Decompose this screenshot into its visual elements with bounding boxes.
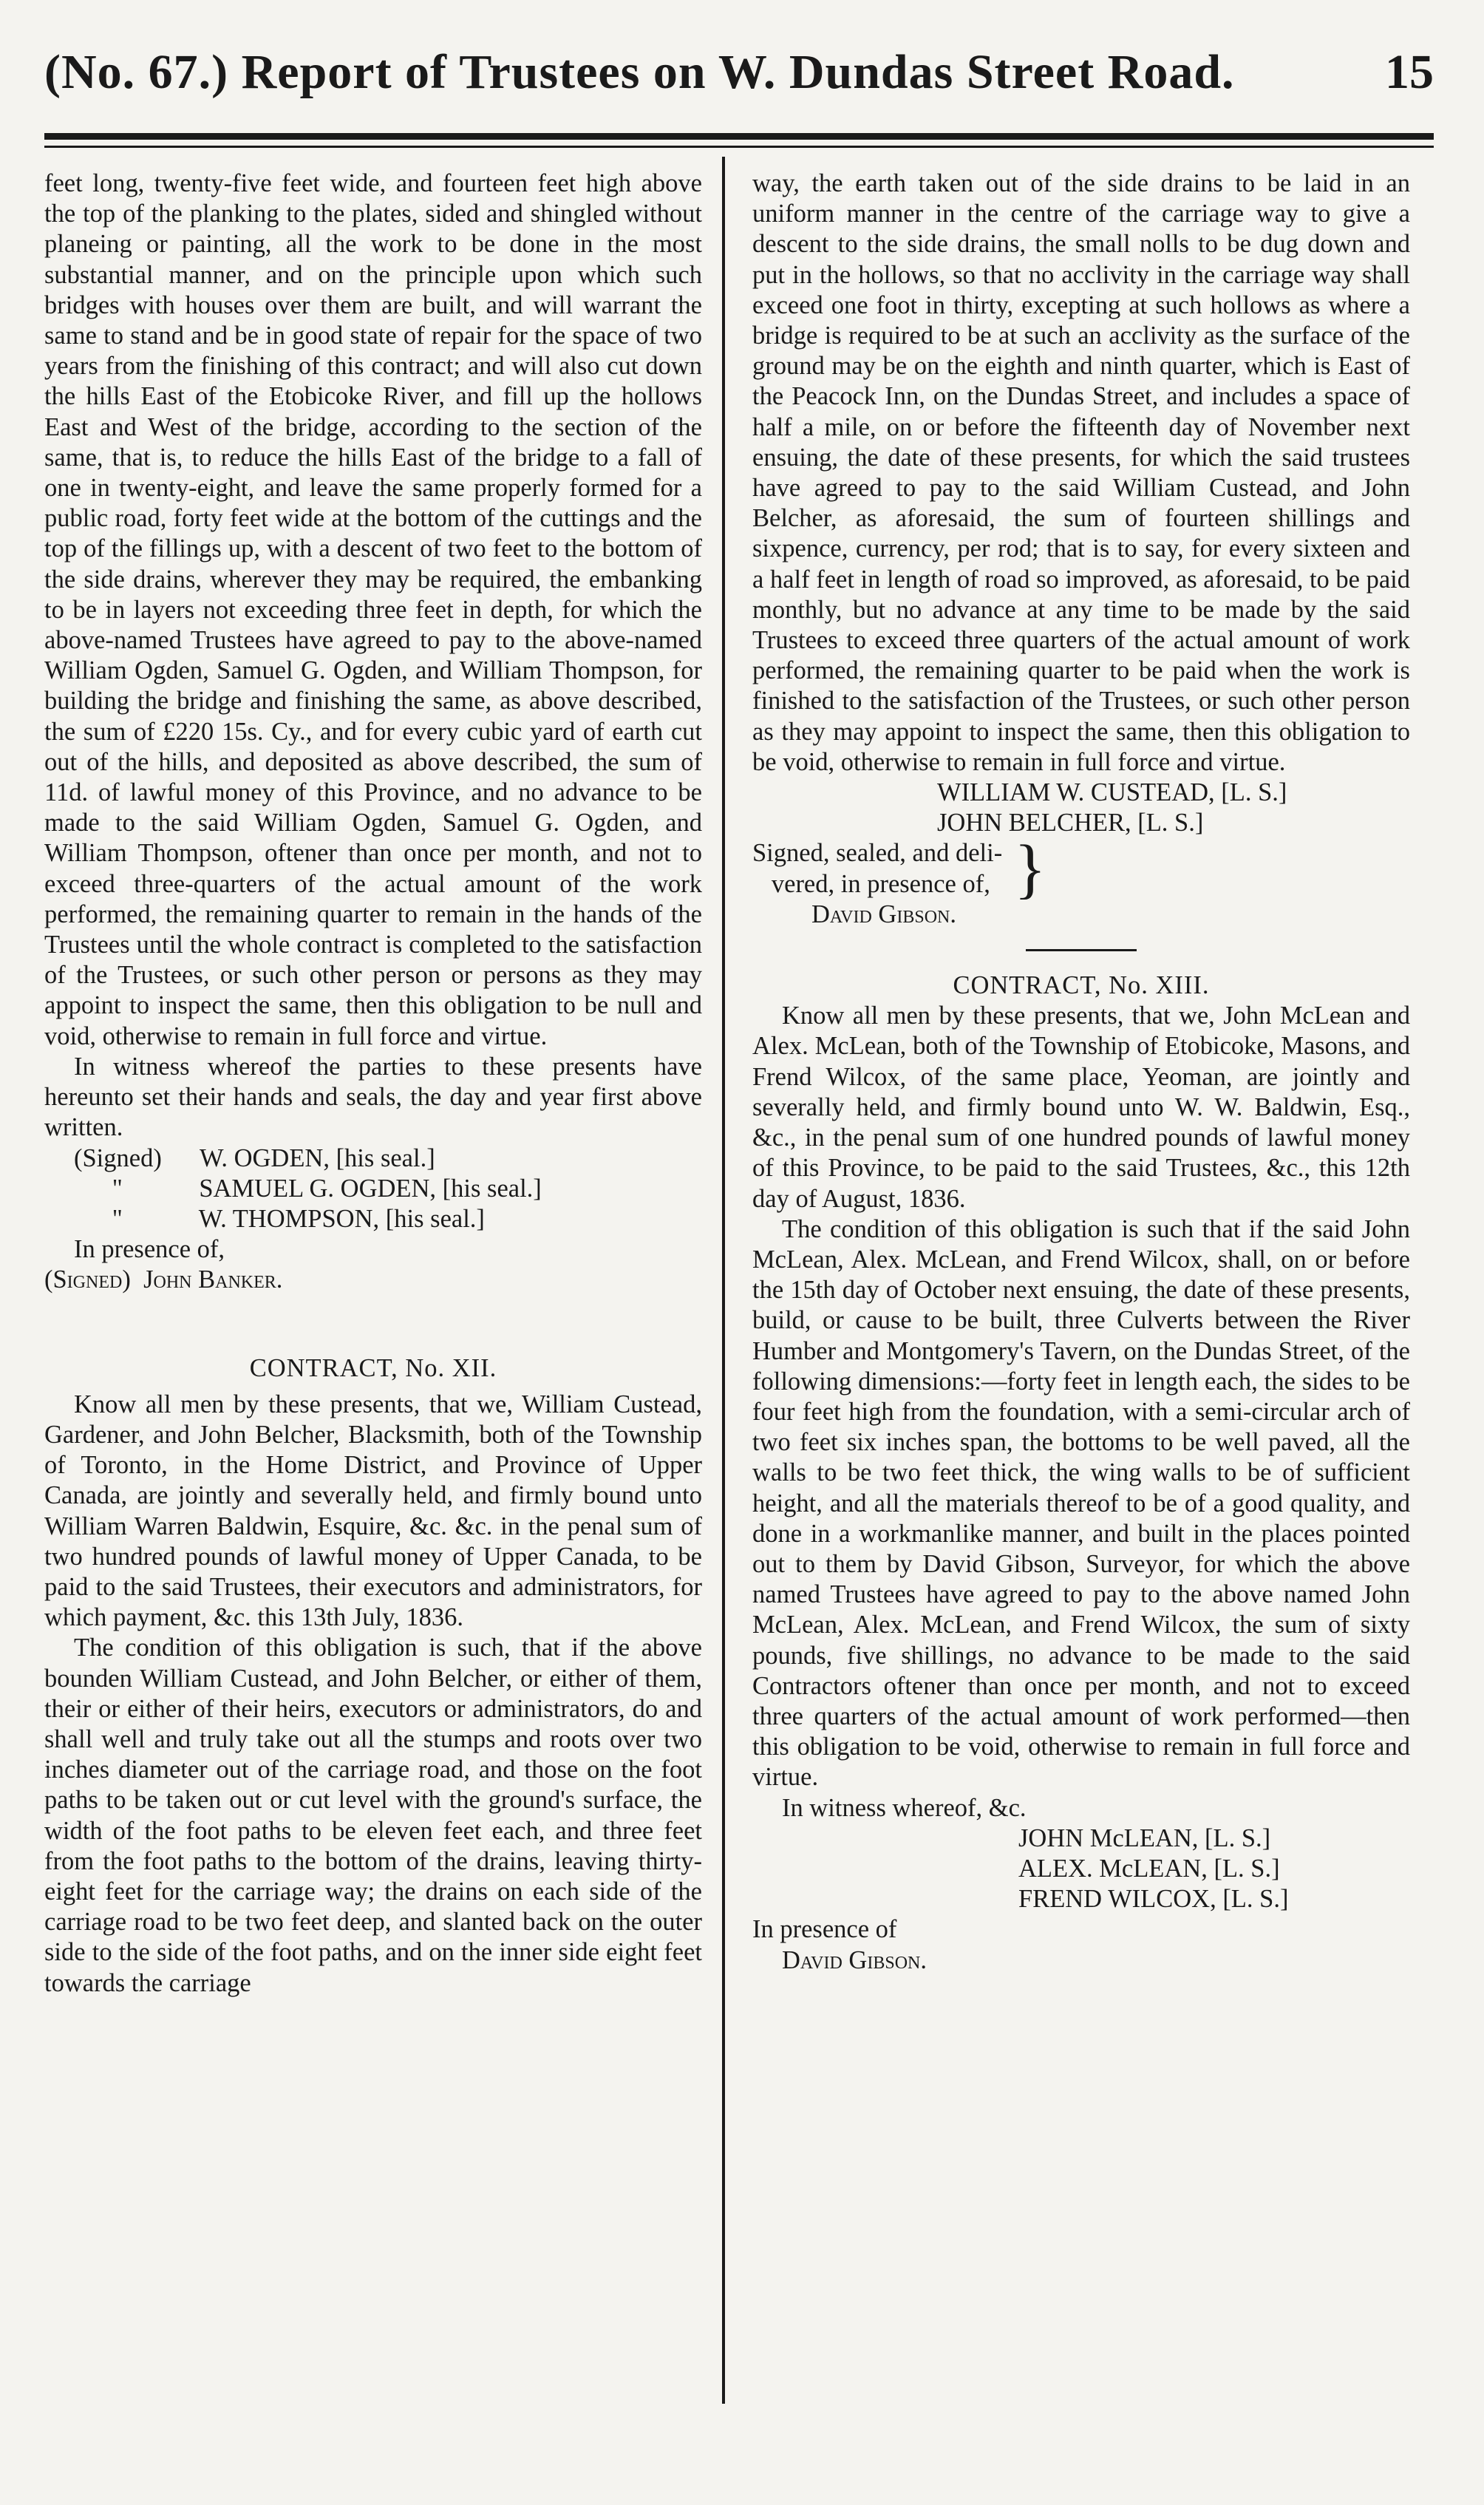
right-column [752,169,1410,1976]
page-number: 15 [1385,45,1434,99]
page-title: (No. 67.) Report of Trustees on W. Dundas Street Road. [44,45,1235,99]
right-in-presence-of: In presence of [752,1915,897,1944]
page-header [44,44,1434,133]
contract-xiii-paragraph-1: Know all men by these presents, that we, John McLean and Alex. McLean, both of the Township of Etobicoke, Masons, and Frend Wilcox, of the same place, Yeoman, are jointly and severally held, and firmly bound unto W. W. Baldwin, Esq., &c., in the penal sum of one hundred pounds of lawful money of this Province, to be paid to the said Trustees, &c., this 12th day of August, 1836. [752,1002,1410,1213]
left-in-presence-of: In presence of, [74,1235,225,1264]
custead-signature: WILLIAM W. CUSTEAD, [L. S.] [937,778,1287,807]
left-spacer [44,1296,702,1353]
right-witness-line: In witness whereof, &c. [782,1793,1027,1822]
john-mclean-signature: JOHN McLEAN, [L. S.] [1018,1823,1271,1852]
contract-xiii-paragraph-2: The condition of this obligation is such that if the said John McLean, Alex. McLean, and Frend Wilcox, shall, on or before the 15th day of October next ensuing, the date of these presents, build, or cause to be built, three Culverts between the River Humber and Montgomery's Tavern, on the Dundas Street, of the following dimensions:—forty feet in length each, the sides to be four feet high from the foundation, with a semi-circular arch of two feet six inches span, the bottoms to be well paved, all the walls to be two feet thick, the wing walls to be of sufficient height, and all the materials thereof to be of a good quality, and done in a workmanlike manner, and built in the places pointed out to them by David Gibson, Surveyor, for which the above named Trustees have agreed to pay to the above named John McLean, Alex. McLean, and Frend Wilcox, the sum of sixty pounds, five shillings, no advance to be made to the said Contractors oftener than once per month, and not to exceed three quarters of the actual amount of work performed—then this obligation to be void, otherwise to remain in full force and virtue. [752,1214,1410,1792]
contract-xiii-heading: CONTRACT, No. XIII. [953,971,1210,1000]
header-rule-thin [44,146,1434,148]
brace-glyph: } [1014,832,1046,905]
thompson-signature: " W. THOMPSON, [his seal.] [74,1204,485,1233]
left-opening-paragraph: feet long, twenty-five feet wide, and fourteen feet high above the top of the planking to the plates, sided and shingled without planeing or painting, all the work to be done in the most substantial manner, and on the principle upon which such bridges with houses over them are built, and will warrant the same to stand and be in good state of repair for the space of two years from the finishing of this contract; and will also cut down the hills East of the Etobicoke River, and fill up the hollows East and West of the bridge, according to the section of the same, that is, to reduce the hills East of the bridge to a fall of one in twenty-eight, and leave the same properly formed for a public road, forty feet wide at the bottom of the cuttings and the top of the fillings up, with a descent of two feet to the bottom of the side drains, wherever they may be required, the embanking to be in layers not exceeding three feet in depth, for which the above-named Trustees have agreed to pay to the above-named William Ogden, Samuel G. Ogden, and William Thompson, for building the bridge and finishing the same, as above described, the sum of £220 15s. Cy., and for every cubic yard of earth cut out of the hills, and deposited as above described, the sum of 11d. of lawful money of this Province, and no advance to be made to the said William Ogden, Samuel G. Ogden, and William Thompson, oftener than once per month, and not to exceed three-quarters of the actual amount of the work performed, the remaining quarter to remain in the hands of the Trustees until the whole contract is completed to the satisfaction of the Trustees, or such other person or persons as they may appoint to inspect the same, then this obligation to be null and void, otherwise to remain in full force and virtue. [44,169,702,1050]
left-witness-paragraph: In witness whereof the parties to these presents have hereunto set their hands and seals, the day and year first above written. [44,1052,702,1142]
alex-mclean-signature: ALEX. McLEAN, [L. S.] [1018,1854,1280,1883]
contract-xii-paragraph-2: The condition of this obligation is such, that if the above bounden William Custead, and John Belcher, or either of them, their or either of their heirs, executors or administrators, do and shall well and truly take out all the stumps and roots over two inches diameter out of the carriage road, and those on the foot paths to be taken out or cut level with the ground's surface, the width of the foot paths to be eleven feet each, and three feet from the foot paths to the bottom of the drains, leaving thirty-eight feet for the carriage way; the drains on each side of the carriage road to be two feet deep, and slanted back on the outer side to the side of the foot paths, and on the inner side eight feet towards the carriage [44,1634,702,1997]
signed-sealed-block [752,832,1410,905]
signed-sealed-line-2: vered, in presence of, [752,869,990,898]
frend-wilcox-signature: FREND WILCOX, [L. S.] [1018,1885,1289,1914]
signed-sealed-witness: David Gibson. [811,900,956,928]
signed-sealed-line-1: Signed, sealed, and deli- [752,839,1003,868]
contract-xii-heading: CONTRACT, No. XII. [249,1353,497,1382]
section-divider-rule [1026,949,1137,951]
header-rule-thick [44,133,1434,140]
column-divider [722,157,725,2404]
left-signed-witness: (Signed) John Banker. [44,1265,283,1294]
left-column [44,169,702,1999]
ogden-signature: (Signed) W. OGDEN, [his seal.] [74,1143,435,1172]
samuel-ogden-signature: " SAMUEL G. OGDEN, [his seal.] [74,1174,542,1203]
belcher-signature: JOHN BELCHER, [L. S.] [937,809,1204,837]
right-continuation-paragraph: way, the earth taken out of the side drains to be laid in an uniform manner in the centre of the carriage way to give a descent to the side drains, the small nolls to be dug down and put in the hollows, so that no acclivity in the carriage way shall exceed one foot in thirty, excepting at such hollows as where a bridge is required to be at such an acclivity as the surface of the ground may be on the eighth and ninth quarter, which is East of the Peacock Inn, on the Dundas Street, and includes a space of half a mile, on or before the fifteenth day of November next ensuing, the date of these presents, for which the said trustees have agreed to pay to the said William Custead, and John Belcher, as aforesaid, the sum of fourteen shillings and sixpence, currency, per rod; that is to say, for every sixteen and a half feet in length of road so improved, as aforesaid, to be paid monthly, but no advance at any time to be made by the said Trustees to exceed three quarters of the actual amount of work performed, the remaining quarter to be paid when the work is finished to the satisfaction of the Trustees, or such other person as they may appoint to inspect the same, then this obligation to be void, otherwise to remain in full force and virtue. [752,169,1410,776]
contract-xii-paragraph-1: Know all men by these presents, that we, William Custead, Gardener, and John Belcher, Blacksmith, both of the Township of Toronto, in the Home District, and Province of Upper Canada, are jointly and severally held, and firmly bound unto William Warren Baldwin, Esquire, &c. &c. in the penal sum of two hundred pounds of lawful money of Upper Canada, to be paid to the said Trustees, their executors and administrators, for which payment, &c. this 13th July, 1836. [44,1390,702,1632]
page-noise-footer [0,2410,1484,2505]
final-witness: David Gibson. [782,1945,927,1974]
